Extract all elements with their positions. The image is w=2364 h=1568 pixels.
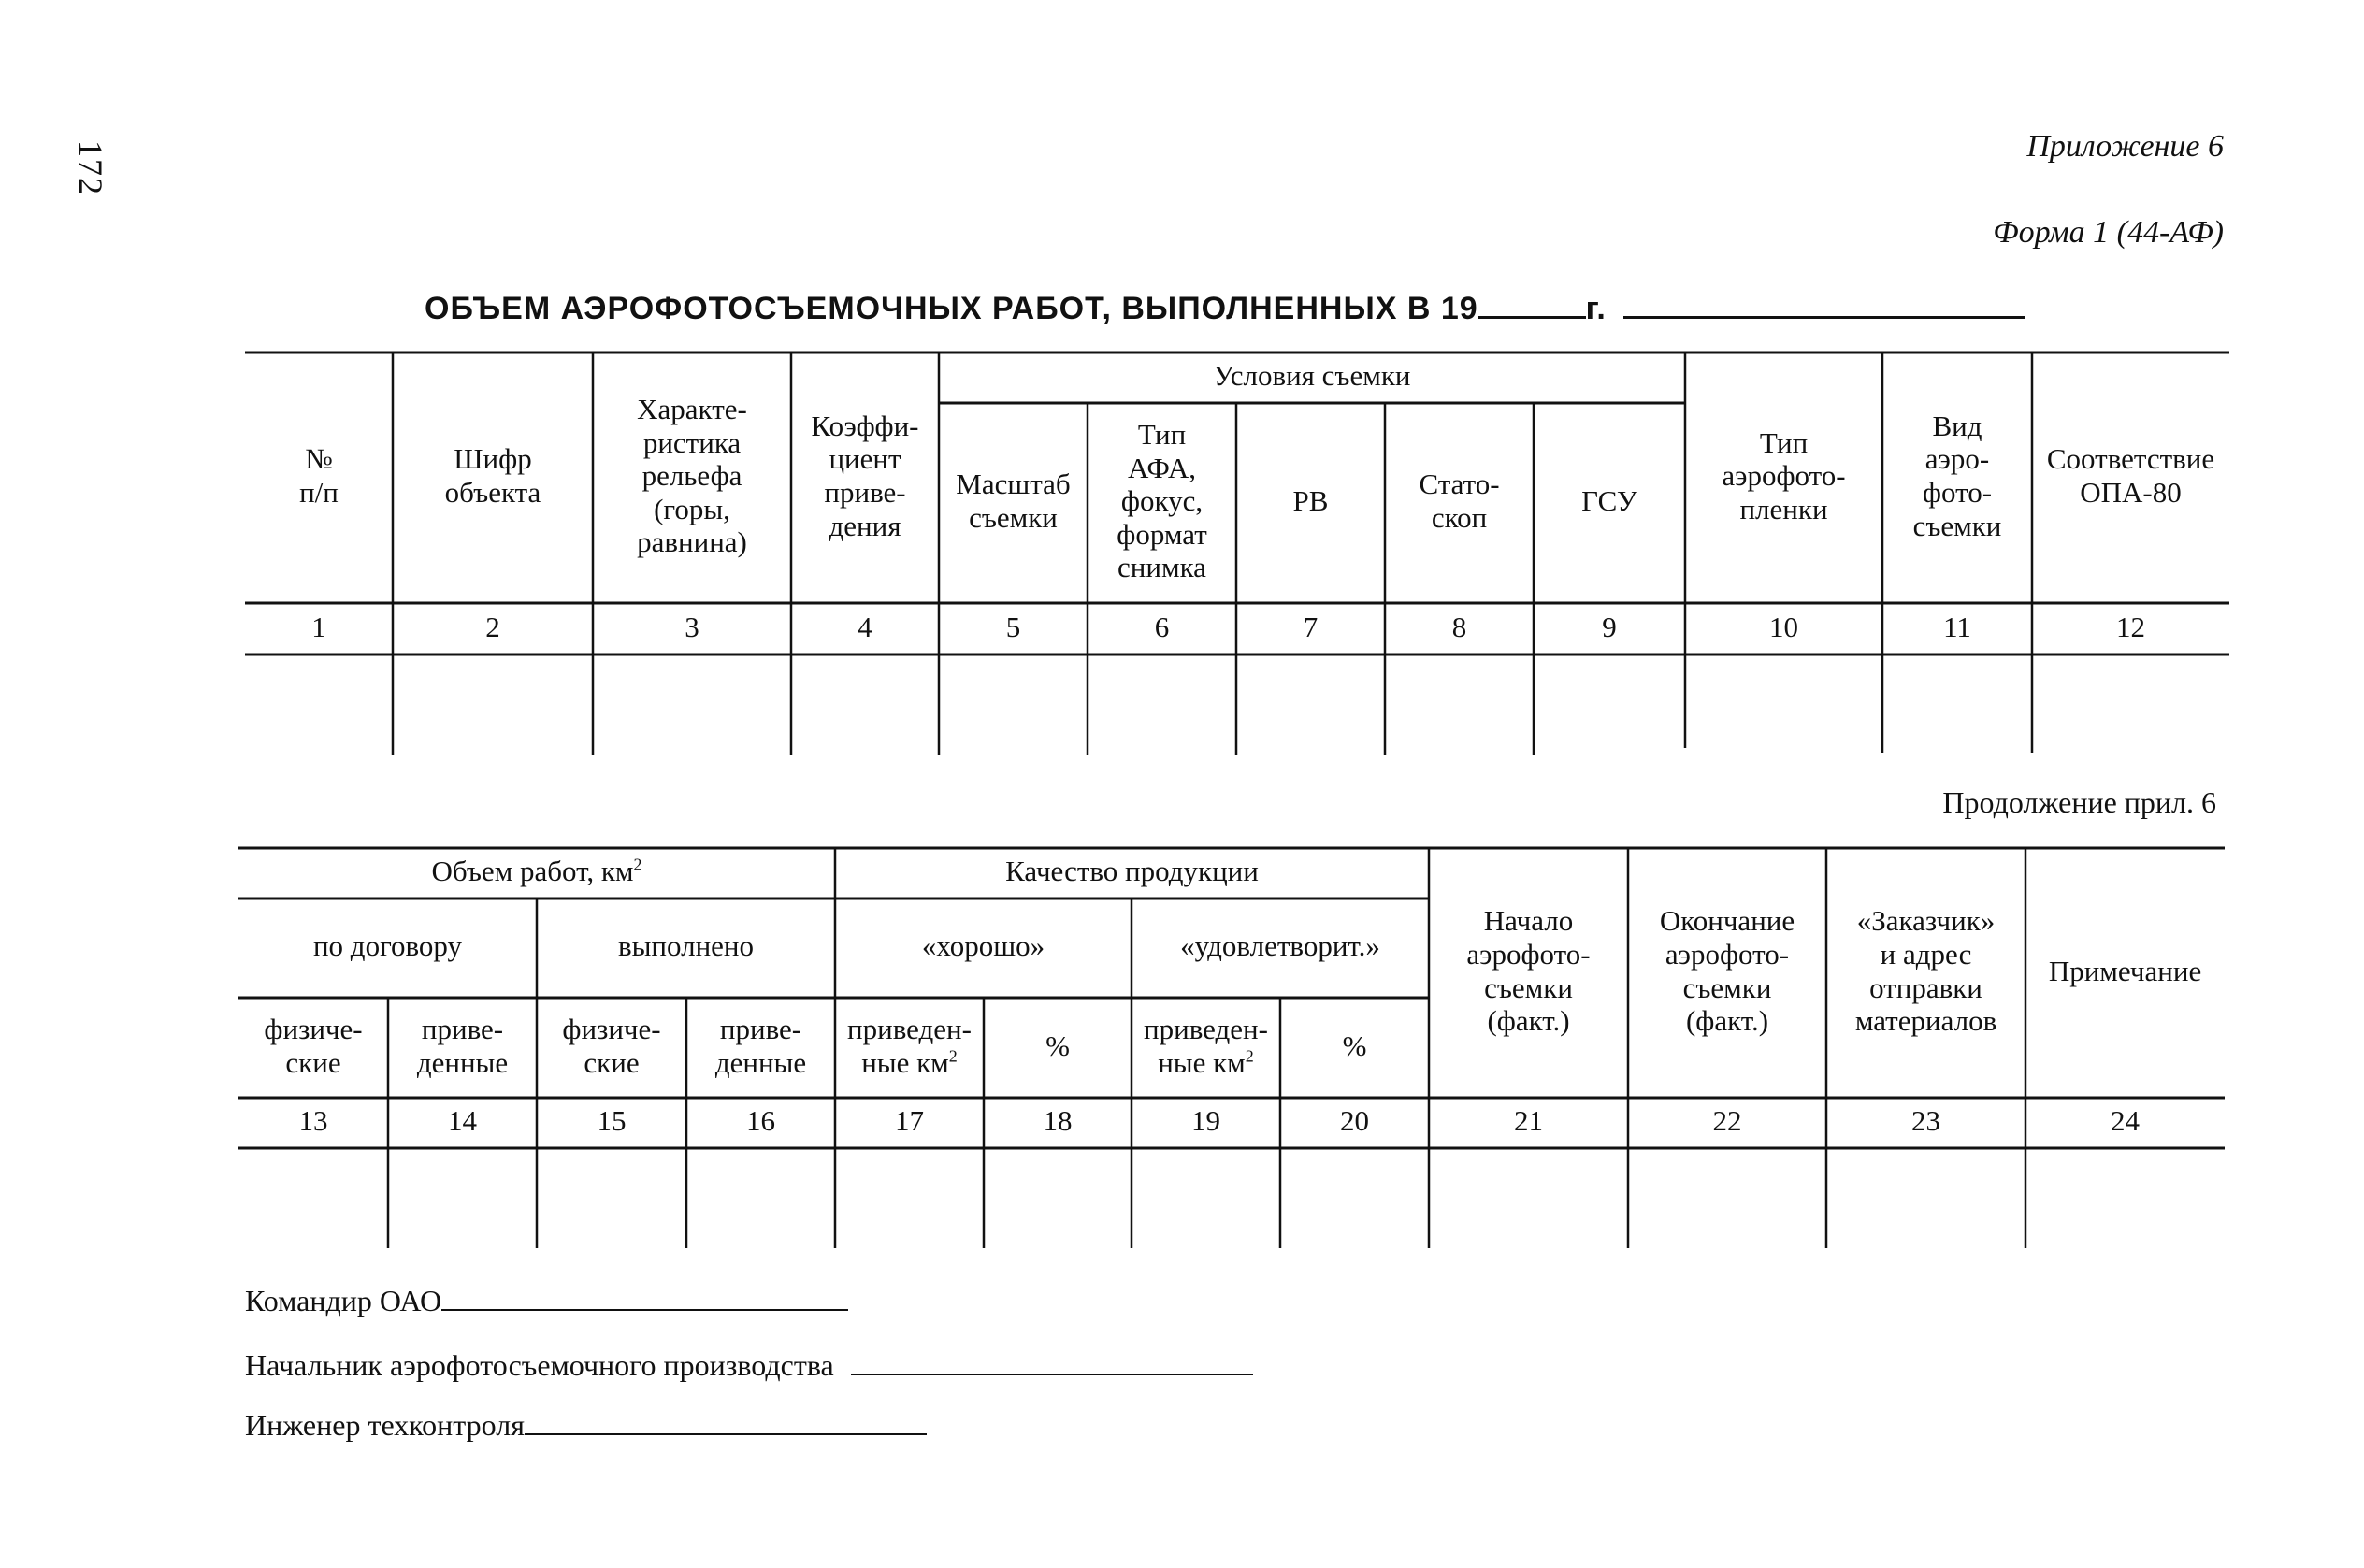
header-statoscope: Стато- скоп xyxy=(1419,468,1500,534)
signature-engineer-label: Инженер техконтроля xyxy=(245,1408,525,1442)
col-number: 6 xyxy=(1154,610,1170,643)
signature-chief xyxy=(245,1347,1253,1383)
header-survey-conditions: Условия съемки xyxy=(1213,359,1411,393)
header-good: «хорошо» xyxy=(921,929,1045,963)
header-physical: физиче- ские xyxy=(562,1012,661,1079)
header-reduced-km: приведен- ные $км^2$ xyxy=(1144,1012,1268,1079)
col-number: 21 xyxy=(1514,1104,1544,1138)
col-number: 11 xyxy=(1943,610,1971,643)
header-coefficient: Коэффи- циент приве- дения xyxy=(811,409,919,542)
col-number: 4 xyxy=(858,610,872,643)
col-number: 20 xyxy=(1340,1104,1369,1138)
header-num: № п/п xyxy=(299,442,339,509)
col-number: 14 xyxy=(448,1104,477,1138)
header-film-type: Тип аэрофото- пленки xyxy=(1722,425,1846,525)
header-note: Примечание xyxy=(2048,954,2202,987)
col-number: 19 xyxy=(1191,1104,1220,1138)
header-reduced-km: приведен- ные $км^2$ xyxy=(847,1012,972,1079)
signature-commander-label: Командир ОАО xyxy=(245,1284,442,1317)
header-survey-start: Начало аэрофото- съемки (факт.) xyxy=(1466,904,1591,1038)
header-product-quality: Качество продукции xyxy=(1005,855,1259,888)
col-number: 24 xyxy=(2111,1104,2141,1138)
signature-chief-label: Начальник аэрофотосъемочного производства xyxy=(245,1348,834,1382)
col-number: 23 xyxy=(1911,1104,1941,1138)
signature-chief-line[interactable] xyxy=(851,1347,1253,1375)
header-scale: Масштаб съемки xyxy=(956,468,1071,534)
header-gsu: ГСУ xyxy=(1581,484,1637,518)
header-afa-type: Тип АФА, фокус, формат снимка xyxy=(1117,417,1207,584)
signature-commander xyxy=(245,1283,848,1318)
header-opa80: Соответствие ОПА-80 xyxy=(2046,442,2215,509)
signature-engineer-line[interactable] xyxy=(525,1407,927,1435)
appendix-label: Приложение 6 xyxy=(2026,129,2224,164)
header-percent: % xyxy=(1045,1029,1070,1062)
header-customer: «Заказчик» и адрес отправки материалов xyxy=(1854,904,1997,1038)
title-text: ОБЪЕМ АЭРОФОТОСЪЕМОЧНЫХ РАБОТ, ВЫПОЛНЕННЫХ В 19 xyxy=(425,291,1478,326)
page-number: 172 xyxy=(72,140,109,196)
header-survey-kind: Вид аэро- фото- съемки xyxy=(1912,409,2002,542)
col-number: 16 xyxy=(746,1104,775,1138)
col-number: 18 xyxy=(1043,1104,1073,1138)
col-number: 5 xyxy=(1005,610,1021,643)
header-by-contract: по договору xyxy=(312,929,463,963)
col-number: 9 xyxy=(1602,610,1617,643)
col-number: 7 xyxy=(1303,610,1319,643)
header-reduced: приве- денные xyxy=(416,1012,509,1079)
col-number: 12 xyxy=(2116,610,2145,643)
col-number: 10 xyxy=(1769,610,1798,643)
col-number: 17 xyxy=(895,1104,924,1138)
col-number: 8 xyxy=(1451,610,1467,643)
continuation-label: Продолжение прил. 6 xyxy=(1942,785,2216,819)
col-number: 22 xyxy=(1712,1104,1742,1138)
header-reduced: приве- денные xyxy=(714,1012,807,1079)
header-survey-end: Окончание аэрофото- съемки (факт.) xyxy=(1659,904,1795,1038)
header-percent: % xyxy=(1342,1029,1367,1062)
header-relief: Характе- ристика рельефа (горы, равнина) xyxy=(637,392,747,559)
header-object-code: Шифр объекта xyxy=(444,442,541,509)
signature-engineer xyxy=(245,1407,927,1443)
col-number: 2 xyxy=(485,610,500,643)
header-work-volume: Объем работ, $км^2$ xyxy=(431,855,642,888)
signature-commander-line[interactable] xyxy=(441,1283,848,1311)
col-number: 13 xyxy=(298,1104,328,1138)
header-completed: выполнено xyxy=(617,929,755,963)
table2 xyxy=(238,846,2225,1146)
col-number: 15 xyxy=(597,1104,627,1138)
header-satisfactory: «удовлетворит.» xyxy=(1180,929,1380,963)
header-physical: физиче- ские xyxy=(264,1012,363,1079)
col-number: 3 xyxy=(685,610,699,643)
col-number: 1 xyxy=(311,610,326,643)
header-rv: РВ xyxy=(1292,484,1329,518)
title-year-suffix: г. xyxy=(1585,291,1607,326)
form-label: Форма 1 (44-АФ) xyxy=(1993,215,2224,250)
